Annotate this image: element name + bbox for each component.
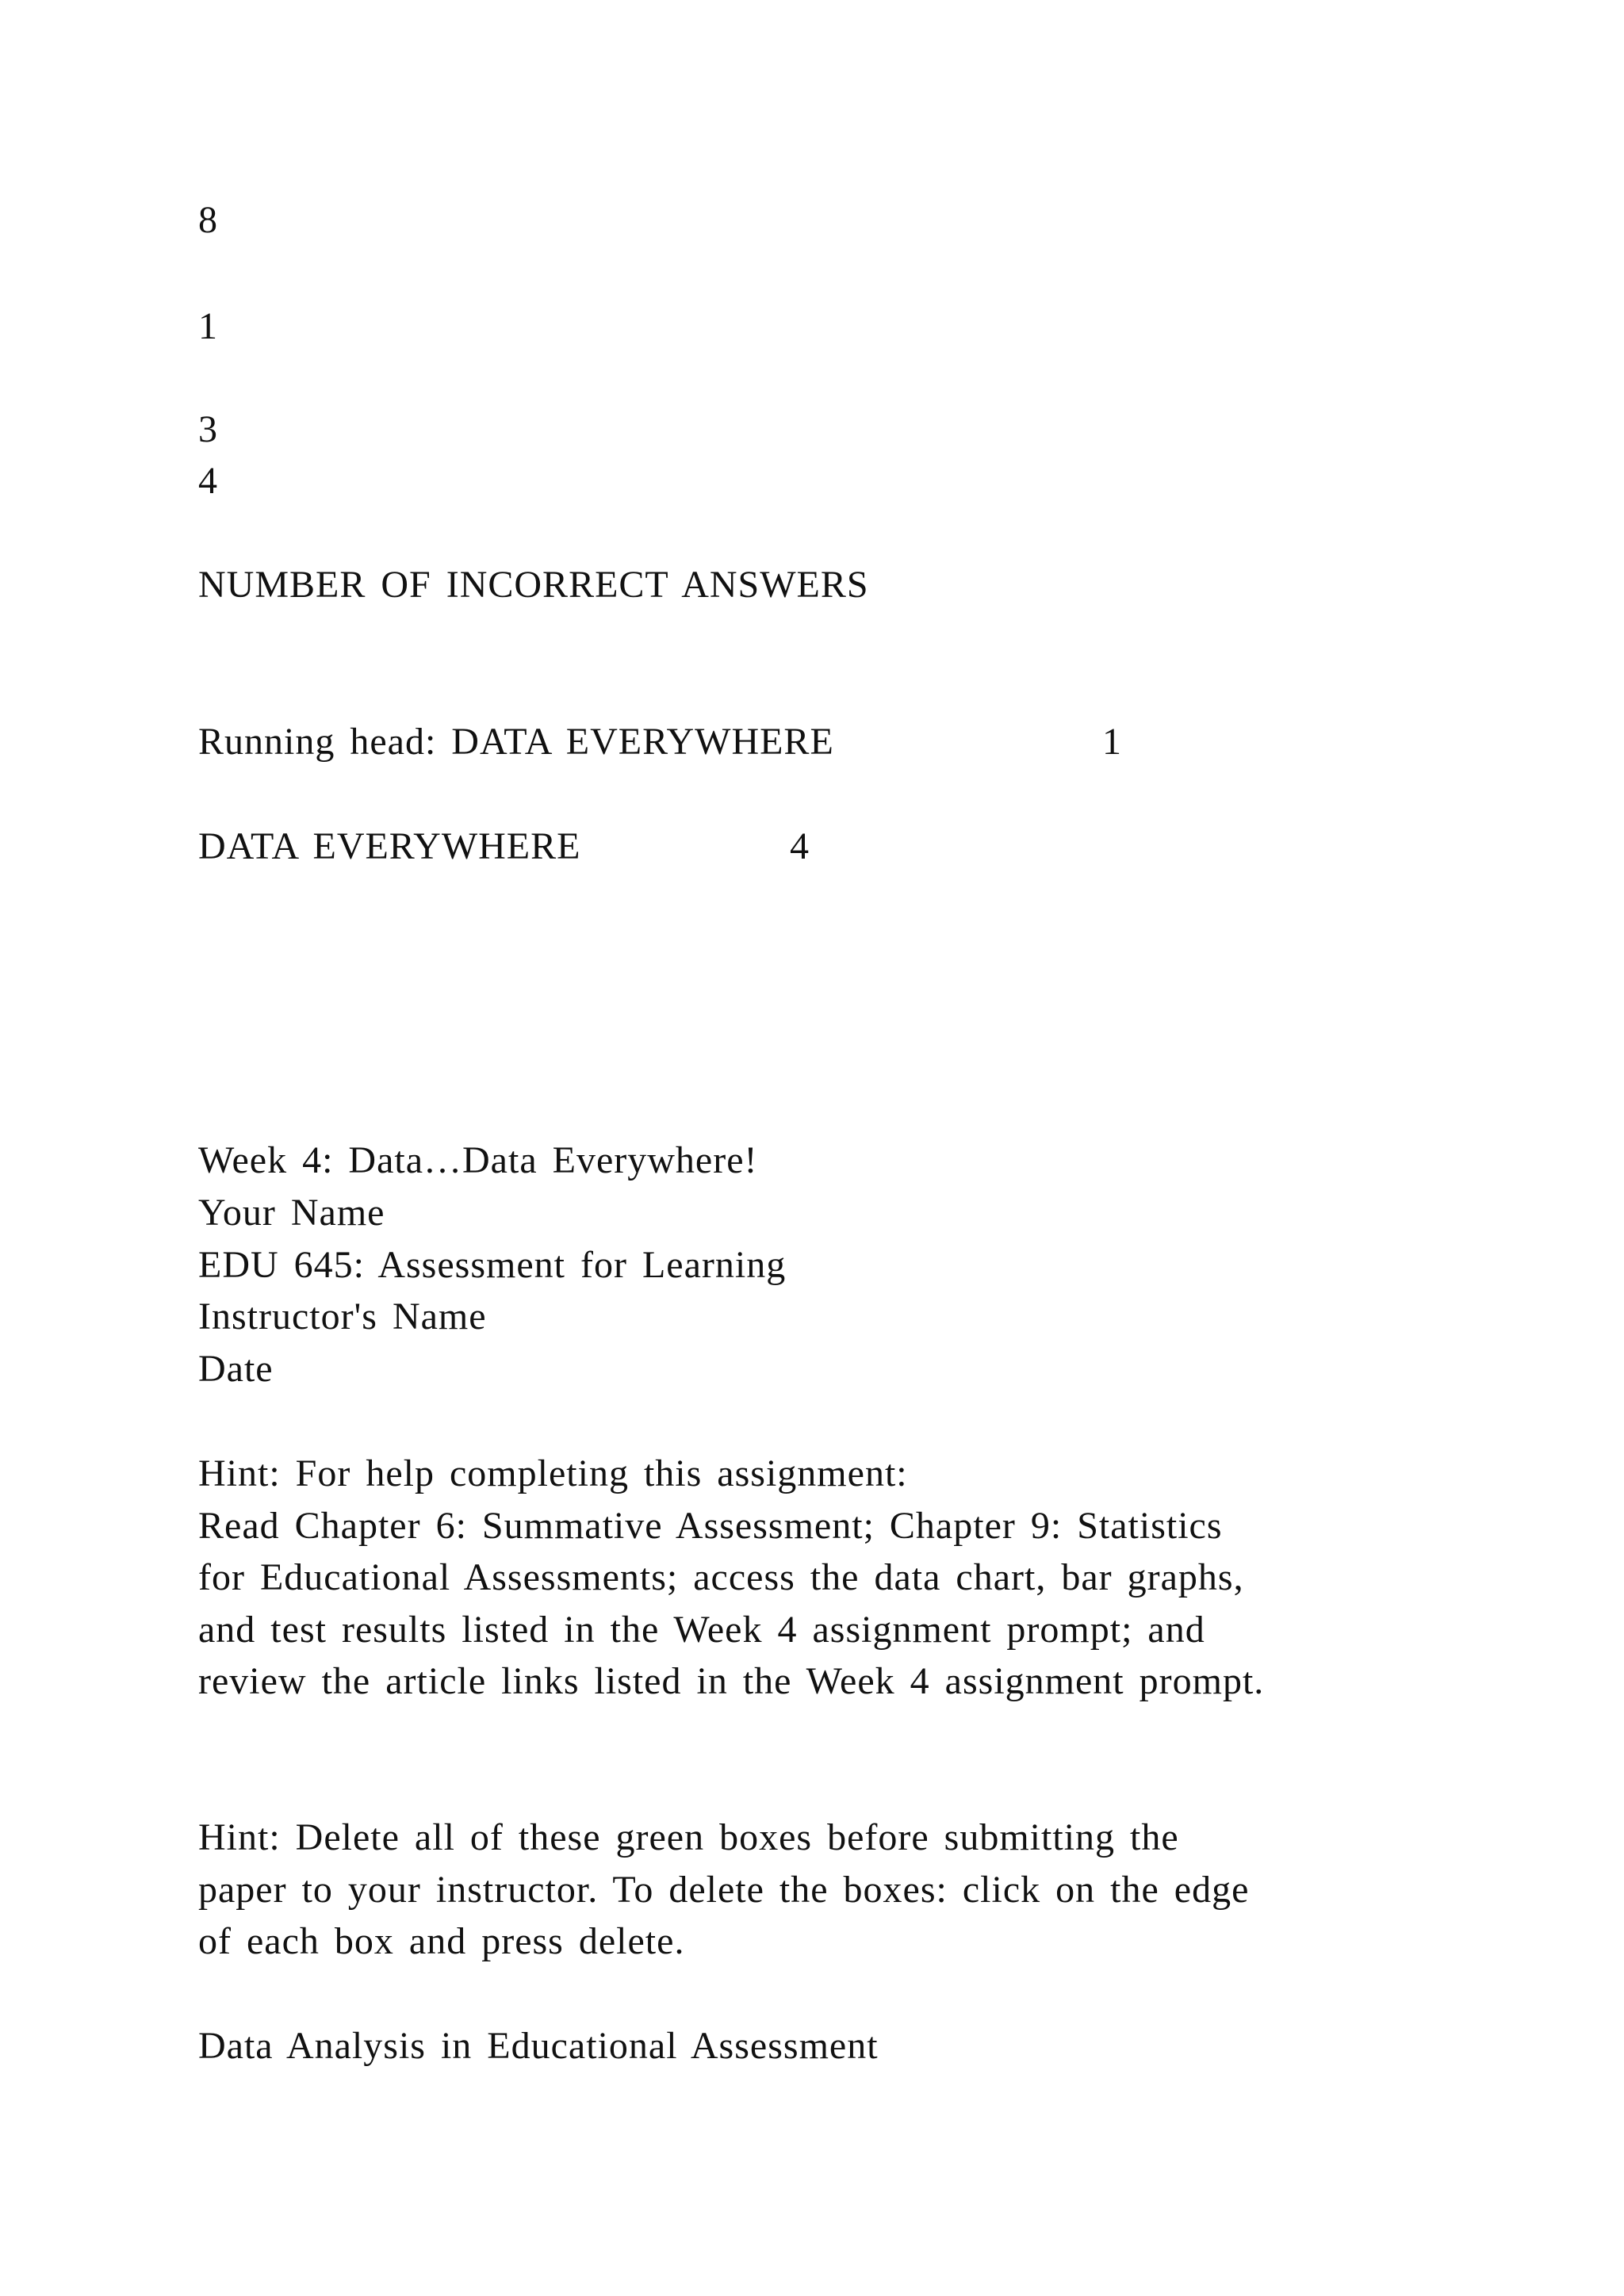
- section-heading: Data Analysis in Educational Assessment: [198, 2025, 879, 2067]
- hint-1-line-4: and test results listed in the Week 4 assignment prompt; and: [198, 1609, 1205, 1651]
- page-header-page-number: 4: [790, 825, 809, 867]
- paper-date: Date: [198, 1348, 274, 1390]
- hint-1-line-3: for Educational Assessments; access the data chart, bar graphs,: [198, 1556, 1244, 1598]
- paper-title: Week 4: Data…Data Everywhere!: [198, 1139, 758, 1181]
- chart-value-4: 4: [198, 460, 218, 502]
- instructor-name: Instructor's Name: [198, 1295, 487, 1337]
- hint-1-line-1: Hint: For help completing this assignment:: [198, 1452, 908, 1494]
- hint-2-line-1: Hint: Delete all of these green boxes before submitting the: [198, 1816, 1179, 1858]
- hint-2-line-2: paper to your instructor. To delete the boxes: click on the edge: [198, 1869, 1250, 1911]
- chart-axis-label: NUMBER OF INCORRECT ANSWERS: [198, 564, 869, 606]
- author-name: Your Name: [198, 1192, 385, 1234]
- hint-1-line-2: Read Chapter 6: Summative Assessment; Chapter 9: Statistics: [198, 1505, 1223, 1547]
- chart-value-3: 3: [198, 408, 218, 450]
- chart-value-1: 1: [198, 305, 218, 347]
- hint-2-line-3: of each box and press delete.: [198, 1920, 685, 1962]
- hint-1-line-5: review the article links listed in the Week 4 assignment prompt.: [198, 1660, 1265, 1702]
- chart-value-8: 8: [198, 199, 218, 241]
- running-head-page-number: 1: [1102, 721, 1121, 763]
- running-head: Running head: DATA EVERYWHERE: [198, 721, 834, 763]
- page-header: DATA EVERYWHERE: [198, 825, 581, 867]
- course-name: EDU 645: Assessment for Learning: [198, 1244, 787, 1286]
